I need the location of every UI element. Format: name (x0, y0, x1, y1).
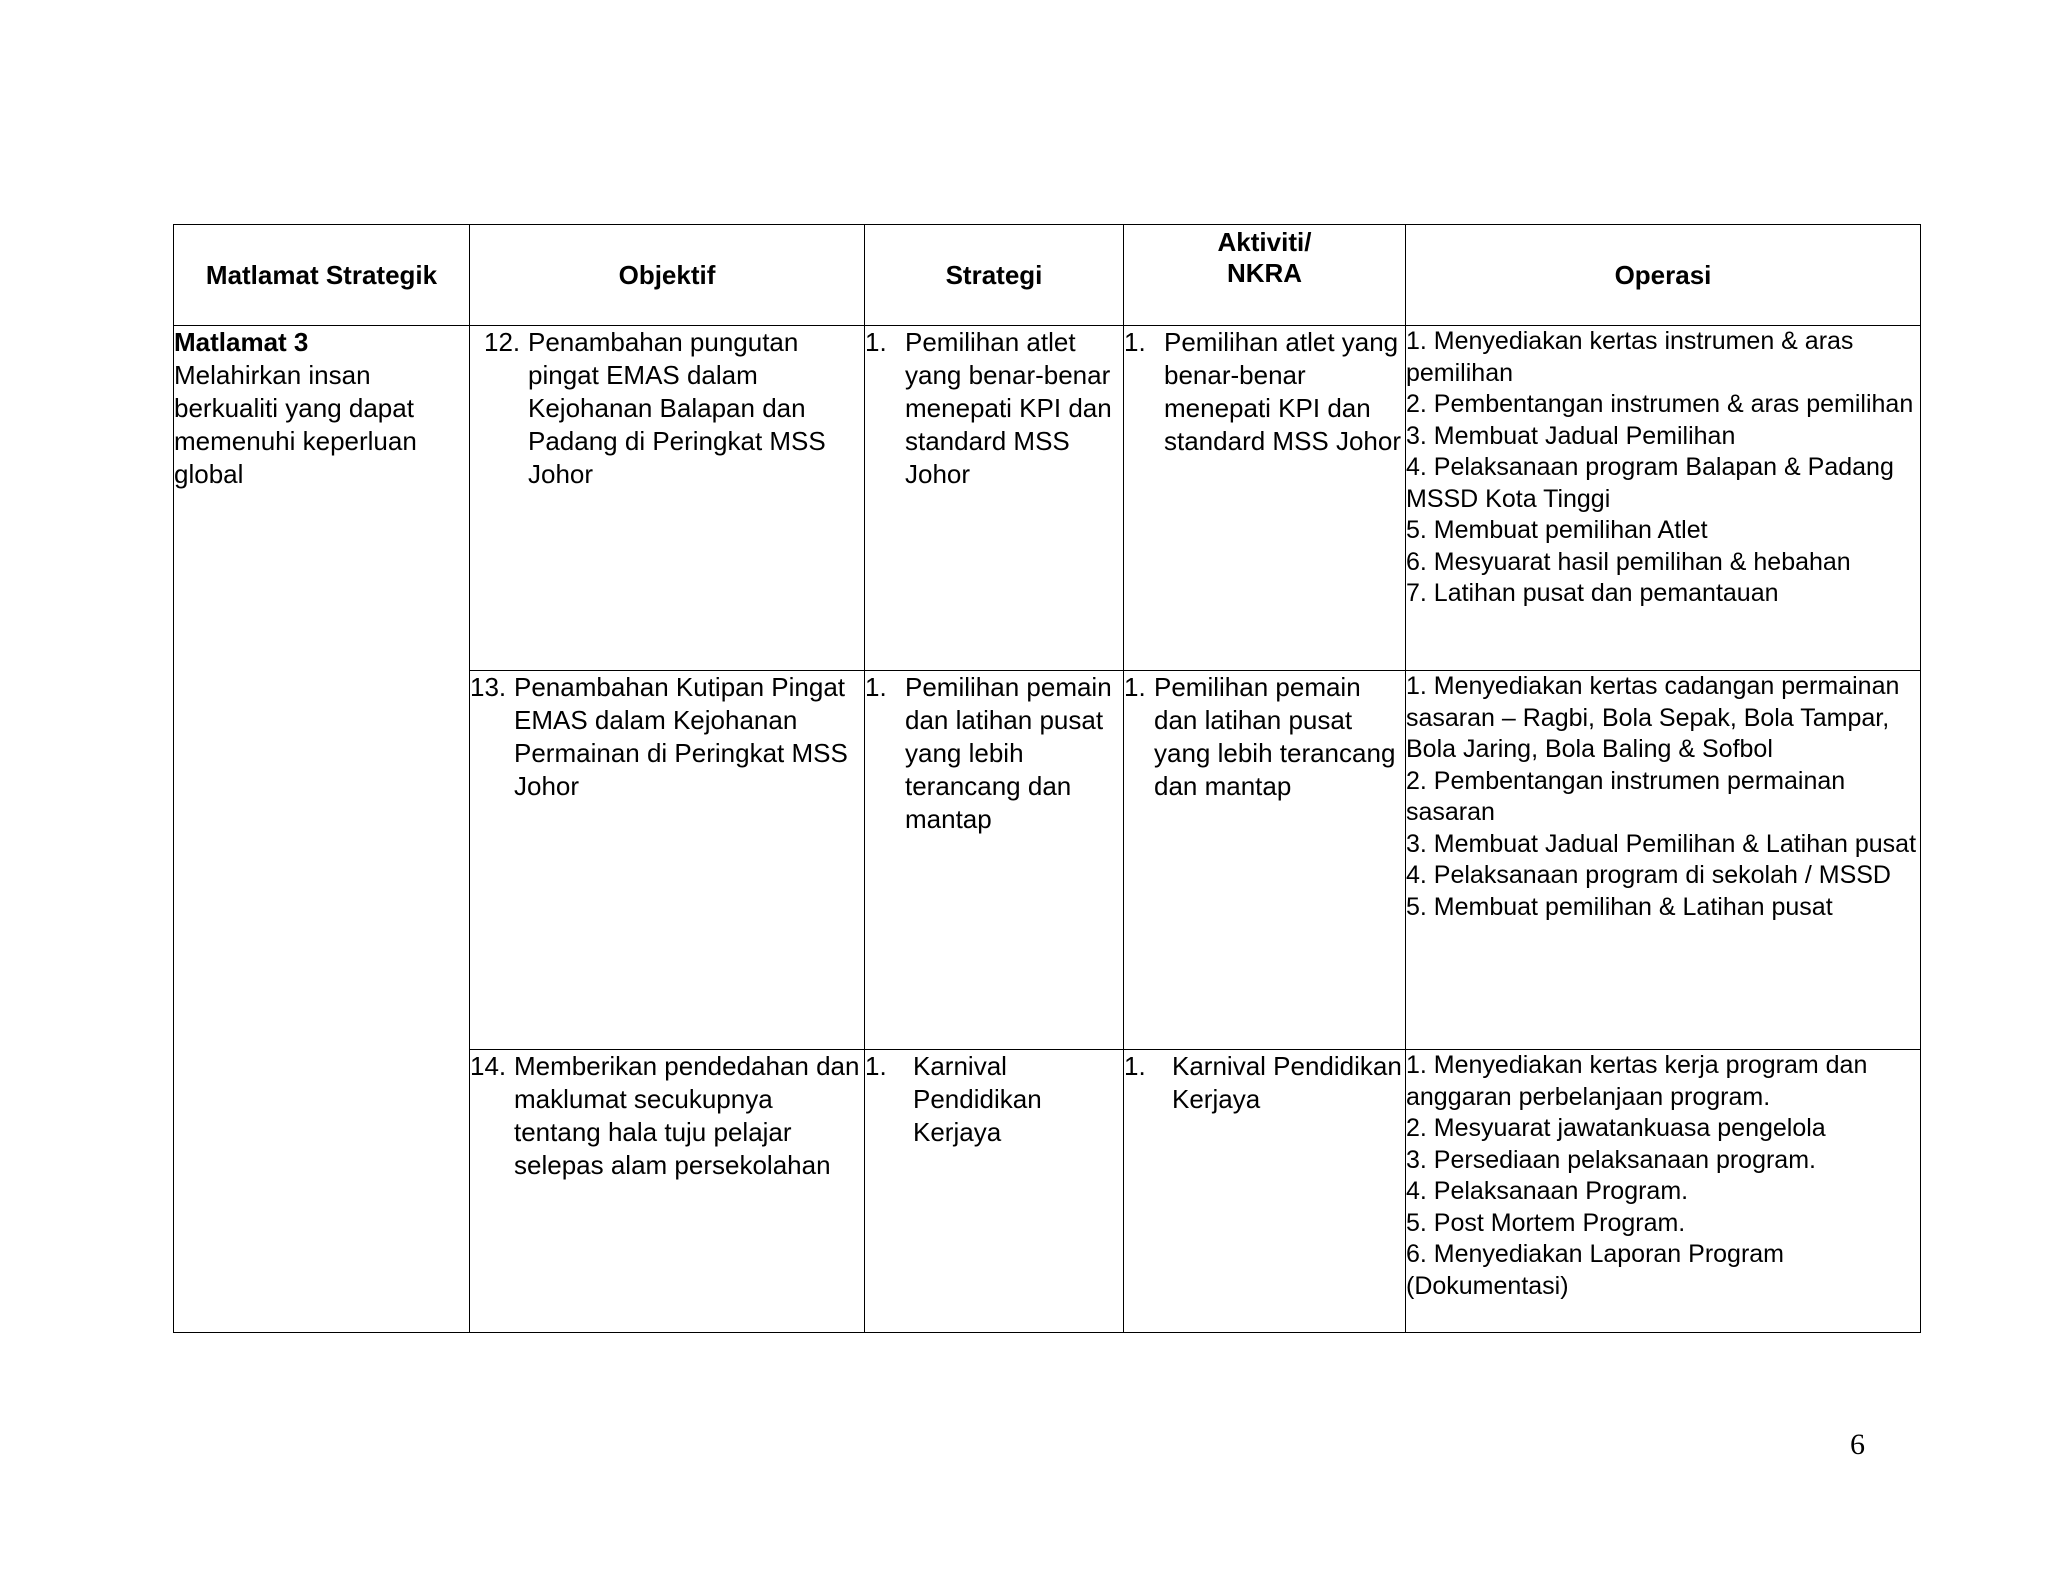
activity-cell (1124, 1050, 1406, 1333)
strategy-number: 1. (865, 327, 887, 357)
strategy-cell (865, 671, 1124, 1050)
strategy-number: 1. (865, 1051, 887, 1081)
goal-cell (174, 326, 470, 1333)
objective-number: 12. (484, 327, 521, 357)
objective-cell (470, 326, 865, 671)
operation-item: 1. Menyediakan kertas cadangan permainan sasaran – Ragbi, Bola Sepak, Bola Tampar, Bola Jaring, Bola Baling & Sofbol (1406, 672, 1900, 763)
header-operation: Operasi (1406, 225, 1921, 326)
operation-item: 5. Post Mortem Program. (1406, 1208, 1686, 1237)
operation-item: 4. Pelaksanaan program Balapan & Padang MSSD Kota Tinggi (1406, 453, 1894, 513)
goal-text: Melahirkan insan berkualiti yang dapat memenuhi keperluan global (174, 360, 417, 489)
objective-number: 14. (470, 1051, 507, 1081)
activity-text: Karnival Pendidikan Kerjaya (1172, 1051, 1402, 1114)
strategy-text: Pemilihan atlet yang benar-benar menepati KPI dan standard MSS Johor (905, 327, 1112, 489)
activity-cell (1124, 671, 1406, 1050)
operation-item: 5. Membuat pemilihan & Latihan pusat (1406, 892, 1833, 921)
operation-item: 3. Membuat Jadual Pemilihan (1406, 421, 1736, 450)
strategic-plan-table (173, 224, 1921, 1333)
objective-cell (470, 1050, 865, 1333)
activity-text: Pemilihan atlet yang benar-benar menepati KPI dan standard MSS Johor (1164, 327, 1402, 456)
objective-cell (470, 671, 865, 1050)
operation-item: 5. Membuat pemilihan Atlet (1406, 516, 1708, 544)
activity-number: 1. (1124, 672, 1146, 702)
header-goal: Matlamat Strategik (174, 225, 470, 326)
objective-number: 13. (470, 672, 507, 702)
objective-text: Penambahan pungutan pingat EMAS dalam Kejohanan Balapan dan Padang di Peringkat MSS Johor (528, 327, 826, 489)
objective-text: Memberikan pendedahan dan maklumat secukupnya tentang hala tuju pelajar selepas alam persekolahan (514, 1051, 860, 1180)
operation-item: 7. Latihan pusat dan pemantauan (1406, 579, 1779, 607)
header-objective: Objektif (470, 225, 865, 326)
operation-item: 2. Mesyuarat jawatankuasa pengelola (1406, 1114, 1826, 1142)
strategy-text: Pemilihan pemain dan latihan pusat yang lebih terancang dan mantap (905, 672, 1112, 834)
activity-text: Pemilihan pemain dan latihan pusat yang lebih terancang dan mantap (1154, 672, 1396, 801)
header-activity (1124, 225, 1406, 326)
activity-number: 1. (1124, 1051, 1146, 1081)
operation-item: 2. Pembentangan instrumen & aras pemilihan (1406, 390, 1914, 418)
strategy-text: Karnival Pendidikan Kerjaya (913, 1051, 1042, 1147)
header-activity-line2: NKRA (1226, 258, 1303, 288)
operation-item: 2. Pembentangan instrumen permainan sasaran (1406, 766, 1846, 826)
activity-cell (1124, 326, 1406, 671)
goal-title: Matlamat 3 (174, 327, 309, 357)
objective-text: Penambahan Kutipan Pingat EMAS dalam Kejohanan Permainan di Peringkat MSS Johor (514, 672, 848, 801)
strategy-cell (865, 1050, 1124, 1333)
operation-item: 4. Pelaksanaan Program. (1406, 1177, 1689, 1205)
operation-item: 6. Mesyuarat hasil pemilihan & hebahan (1406, 547, 1851, 576)
table-row (174, 326, 1921, 671)
header-activity-line1: Aktiviti/ (1217, 227, 1312, 257)
activity-number: 1. (1124, 327, 1146, 357)
header-strategy: Strategi (865, 225, 1124, 326)
operation-item: 4. Pelaksanaan program di sekolah / MSSD (1406, 861, 1891, 889)
operation-item: 3. Persediaan pelaksanaan program. (1406, 1145, 1816, 1174)
table-header-row (174, 225, 1921, 326)
operation-cell (1406, 326, 1921, 671)
operation-item: 1. Menyediakan kertas kerja program dan anggaran perbelanjaan program. (1406, 1051, 1868, 1111)
strategy-cell (865, 326, 1124, 671)
operation-cell (1406, 671, 1921, 1050)
operation-item: 6. Menyediakan Laporan Program (Dokumentasi) (1406, 1240, 1785, 1300)
operation-item: 3. Membuat Jadual Pemilihan & Latihan pusat (1406, 829, 1917, 858)
page-number: 6 (1850, 1428, 1865, 1461)
strategy-number: 1. (865, 672, 887, 702)
operation-item: 1. Menyediakan kertas instrumen & aras pemilihan (1406, 327, 1854, 387)
operation-cell (1406, 1050, 1921, 1333)
